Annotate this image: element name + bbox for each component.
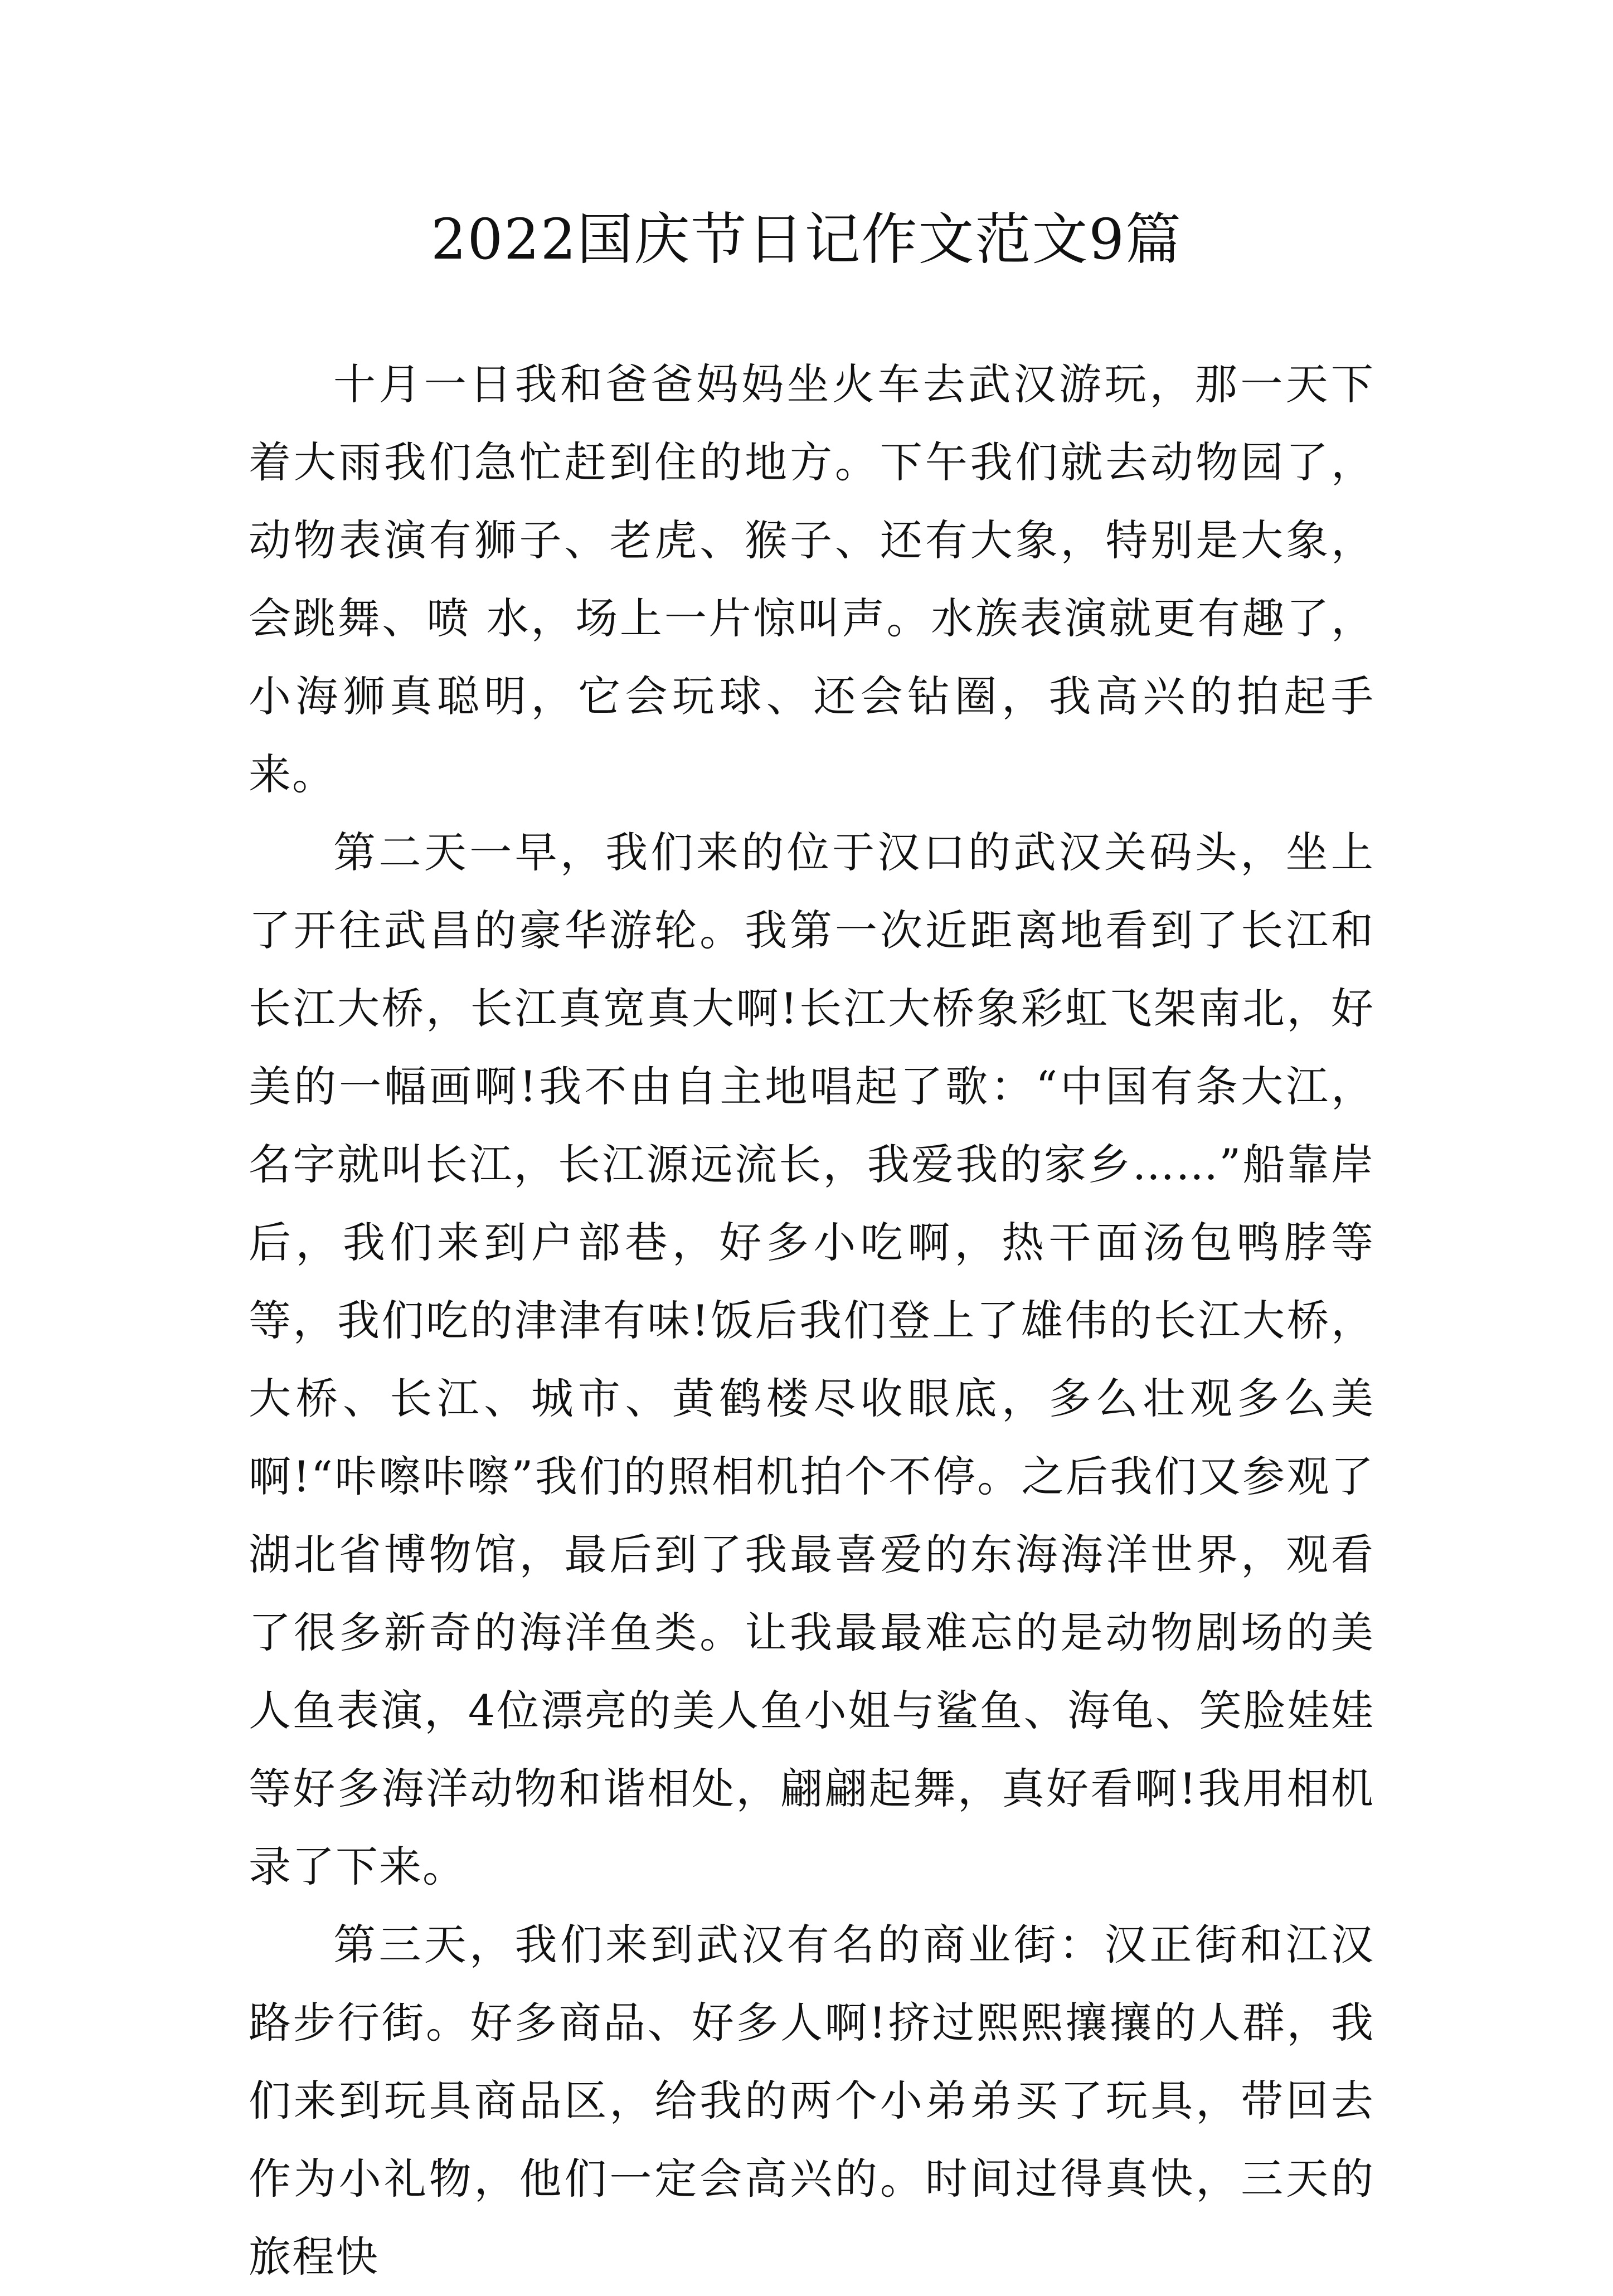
paragraph: 第三天，我们来到武汉有名的商业街：汉正街和江汉路步行街。好多商品、好多人啊!挤过熙熙攘攘的人群，我们来到玩具商品区，给我的两个小弟弟买了玩具，带回去作为小礼物，他们一定会高兴的。时间过得真快，三天的旅程快: [249, 1920, 1374, 2282]
paragraph: 第二天一早，我们来的位于汉口的武汉关码头，坐上了开往武昌的豪华游轮。我第一次近距离地看到了长江和长江大桥，长江真宽真大啊!长江大桥象彩虹飞架南北，好美的一幅画啊!我不由自主地唱起了歌：“中国有条大江，名字就叫长江，长江源远流长，我爱我的家乡……”船靠岸后，我们来到户部巷，好多小吃啊，热干面汤包鸭脖等等，我们吃的津津有味!饭后我们登上了雄伟的长江大桥，大桥、长江、城市、黄鹤楼尽收眼底，多么壮观多么美啊!“咔嚓咔嚓”我们的照相机拍个不停。之后我们又参观了湖北省博物馆，最后到了我最喜爱的东海海洋世界，观看了很多新奇的海洋鱼类。让我最最难忘的是动物剧场的美人鱼表演，4位漂亮的美人鱼小姐与鲨鱼、海龟、笑脸娃娃等好多海洋动物和谐相处，翩翩起舞，真好看啊!我用相机录了下来。: [249, 828, 1374, 1891]
document-title: 2022国庆节日记作文范文9篇: [430, 207, 1183, 272]
paragraph: 十月一日我和爸爸妈妈坐火车去武汉游玩，那一天下着大雨我们急忙赶到住的地方。下午我们就去动物园了，动物表演有狮子、老虎、猴子、还有大象，特别是大象，会跳舞、喷 水，场上一片惊叫声。水族表演就更有趣了，小海狮真聪明，它会玩球、还会钻圈，我高兴的拍起手来。: [249, 359, 1374, 799]
document-body: [249, 346, 1374, 2296]
